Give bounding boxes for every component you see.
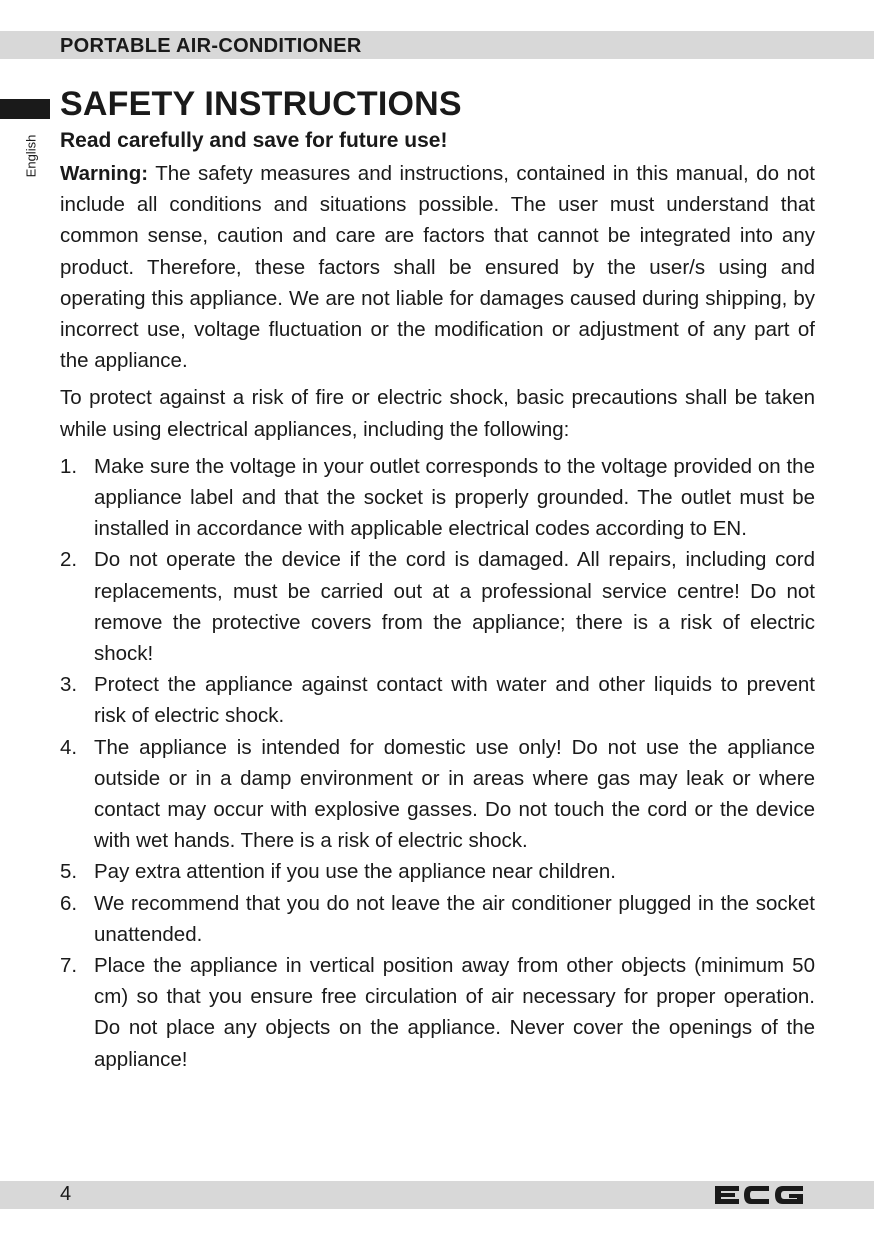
list-item-number: 1. <box>60 454 78 478</box>
list-item-text: Make sure the voltage in your outlet corresponds to the voltage provided on the appliance label and that the socket is properly grounded. The outlet must be installed in accordance with applicable electrical codes according to EN. <box>94 454 815 541</box>
list-item <box>60 732 815 857</box>
warning-paragraph <box>60 158 815 376</box>
list-item-text: We recommend that you do not leave the air conditioner plugged in the socket unattended. <box>94 891 815 946</box>
warning-text: The safety measures and instructions, contained in this manual, do not include all conditions and situations possible. The user must understand that common sense, caution and care are factors that cannot be integrated into any product. Therefore, these factors shall be ensured by the user/s using and operating this appliance. We are not liable for damages caused during shipping, by incorrect use, voltage fluctuation or the modification or adjustment of any part of the appliance. <box>60 162 815 373</box>
language-tab-marker <box>0 99 50 119</box>
list-item-text: Pay extra attention if you use the appliance near children. <box>94 860 616 884</box>
list-item <box>60 669 815 731</box>
list-item-number: 4. <box>60 735 78 759</box>
list-item-text: Protect the appliance against contact with water and other liquids to prevent risk of electric shock. <box>94 673 815 728</box>
list-item-text: Place the appliance in vertical position away from other objects (minimum 50 cm) so that you ensure free circulation of air necessary for proper operation. Do not place any objects on the appliance. Never cover the openings of the appliance! <box>94 954 815 1071</box>
list-item-number: 5. <box>60 860 78 884</box>
ecg-logo <box>713 1183 805 1207</box>
list-item <box>60 950 815 1075</box>
list-item <box>60 451 815 545</box>
list-item <box>60 856 815 887</box>
list-item-text: The appliance is intended for domestic use only! Do not use the appliance outside or in a damp environment or in areas where gas may leak or where contact may occur with explosive gasses. Do not touch the cord or the device with wet hands. There is a risk of electric shock. <box>94 735 815 853</box>
language-tab-label: English <box>23 134 39 178</box>
section-title: SAFETY INSTRUCTIONS <box>60 85 462 123</box>
main-content <box>60 84 815 1075</box>
list-item-number: 2. <box>60 548 78 572</box>
header-title: PORTABLE AIR-CONDITIONER <box>60 35 362 57</box>
list-item-number: 3. <box>60 673 78 697</box>
list-item-number: 7. <box>60 954 78 978</box>
intro-paragraph: To protect against a risk of fire or electric shock, basic precautions shall be taken while using electrical appliances, including the following: <box>60 386 815 441</box>
page-number: 4 <box>60 1183 72 1205</box>
list-item <box>60 544 815 669</box>
list-item-number: 6. <box>60 891 78 915</box>
instructions-list <box>60 451 815 1075</box>
list-item <box>60 888 815 950</box>
list-item-text: Do not operate the device if the cord is damaged. All repairs, including cord replacements, must be carried out at a professional service centre! Do not remove the protective covers from the appliance; there is a risk of electric shock! <box>94 548 815 666</box>
warning-label: Warning: <box>60 162 149 185</box>
section-subtitle: Read carefully and save for future use! <box>60 129 448 152</box>
